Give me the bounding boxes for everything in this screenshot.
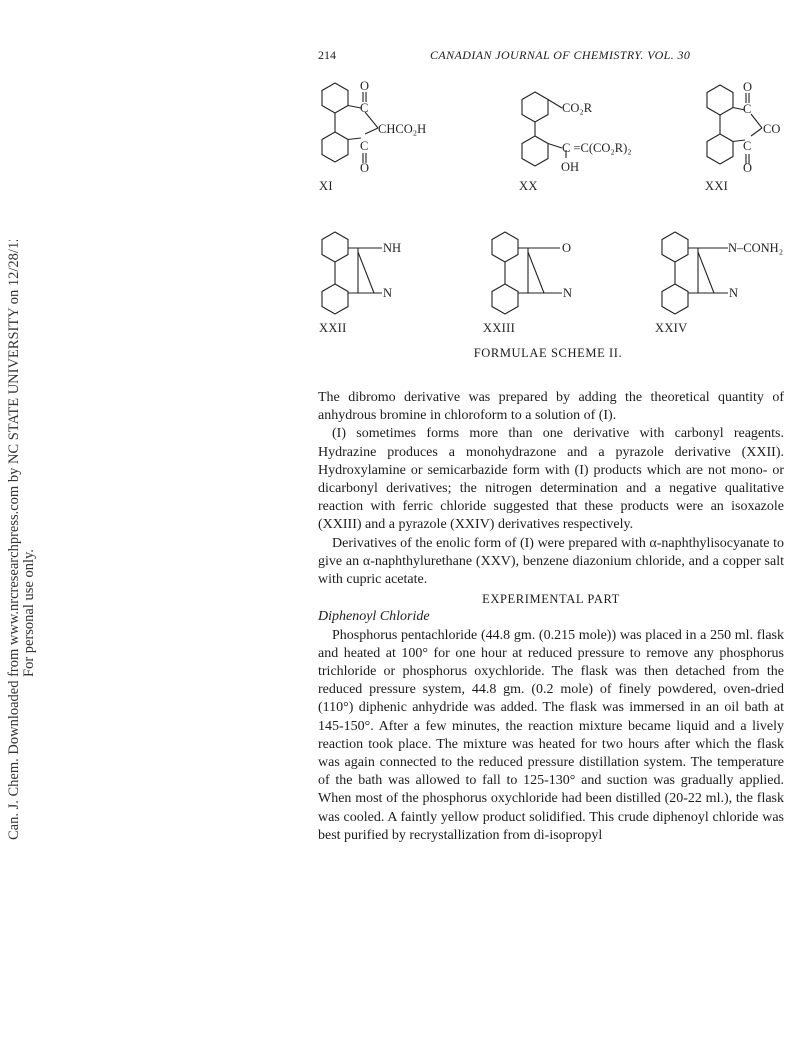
running-header	[318, 48, 778, 68]
download-notice-svg	[2, 240, 42, 840]
paragraph: The dibromo derivative was prepared by adding the theoretical quantity of anhydrous bromine in chloroform to a solution of (I).	[318, 390, 784, 424]
group-label: CHCO₂H	[378, 122, 427, 136]
group-label: O	[743, 161, 753, 175]
group-label: N–CONH₂	[728, 241, 784, 255]
group-label: C	[360, 101, 369, 115]
structure-xxiii	[483, 232, 572, 335]
ring-icon	[707, 134, 733, 164]
journal-title: CANADIAN JOURNAL OF CHEMISTRY. VOL. 30	[430, 48, 691, 62]
subsection-heading: Diphenoyl Chloride	[318, 609, 430, 625]
group-label: N	[383, 286, 393, 300]
ring-icon	[707, 85, 733, 115]
group-label: C =C(CO₂R)₂	[562, 141, 632, 155]
paragraph: (I) sometimes forms more than one derivative with carbonyl reagents. Hydrazine produces a monohydrazone and a pyrazole derivative (XXII). Hydroxylamine or semicarbazide form with (I) products which are not mono- or dicarbonyl derivatives; the nitrogen determination and a negative qualitative reaction with ferric chloride suggested that these products were an isoxazole (XXIII) and a pyrazole (XXIV) derivatives respectively.	[318, 426, 784, 533]
compound-label: XI	[319, 179, 333, 193]
group-label: OH	[561, 160, 580, 174]
paragraph: Derivatives of the enolic form of (I) were prepared with α-naphthylisocyanate to give an α-naphthylurethane (XXV), benzene diazonium chloride, and a copper salt with cupric acetate.	[318, 535, 784, 588]
structure-xxii	[319, 232, 401, 335]
compound-label: XX	[519, 179, 538, 193]
ring-icon	[322, 284, 348, 314]
structure-xi	[319, 79, 426, 193]
ring-icon	[492, 284, 518, 314]
download-notice-line-1: Can. J. Chem. Downloaded from www.nrcresearchpress.com by NC STATE UNIVERSITY on 12/28/12	[6, 240, 22, 840]
ring-icon	[492, 232, 518, 262]
scheme-caption: FORMULAE SCHEME II.	[473, 346, 623, 360]
compound-label: XXIV	[655, 321, 688, 335]
section-heading: EXPERIMENTAL PART	[482, 592, 620, 607]
ring-icon	[322, 83, 348, 113]
download-notice-line-2: For personal use only.	[21, 549, 37, 677]
download-notice	[2, 240, 42, 840]
formulae-scheme	[300, 70, 800, 370]
ring-icon	[322, 232, 348, 262]
group-label: CO	[763, 122, 781, 136]
compound-label: XXIII	[483, 321, 516, 335]
structure-xx	[519, 92, 632, 193]
ring-icon	[662, 284, 688, 314]
group-label: CO₂R	[562, 101, 593, 115]
group-label: C	[360, 139, 369, 153]
paragraph: Phosphorus pentachloride (44.8 gm. (0.215 mole)) was placed in a 250 ml. flask and heated at 100° for one hour at reduced pressure to remove any phosphorus trichloride or phosphorus oxychloride. The flask was then detached from the reduced pressure system, 44.8 gm. (0.2 mole) of finely powdered, oven-dried (110°) diphenic anhydride was added. The flask was immersed in an oil bath at 145-150°. After a few minutes, the reaction mixture became liquid and a lively reaction took place. The mixture was heated for two hours after which the flask was again connected to the reduced pressure distillation system. The temperature of the bath was allowed to fall to 125-130° and suction was gradually applied. When most of the phosphorus oxychloride had been distilled (20-22 ml.), the flask was cooled. A faintly yellow product solidified. This crude diphenoyl chloride was best purified by recrystallization from di-isopropyl	[318, 627, 784, 843]
article-body	[318, 389, 784, 845]
group-label: C	[743, 139, 752, 153]
ring-icon	[522, 136, 548, 166]
ring-icon	[662, 232, 688, 262]
compound-label: XXI	[705, 179, 729, 193]
group-label: O	[360, 161, 370, 175]
group-label: O	[562, 241, 572, 255]
group-label: O	[360, 79, 370, 93]
group-label: N	[563, 286, 573, 300]
structure-xxi	[705, 80, 780, 193]
ring-icon	[522, 92, 548, 122]
group-label: N	[729, 286, 739, 300]
group-label: O	[743, 80, 753, 94]
structure-xxiv	[655, 232, 783, 335]
group-label: C	[743, 102, 752, 116]
ring-icon	[322, 132, 348, 162]
compound-label: XXII	[319, 321, 347, 335]
page-number: 214	[318, 48, 336, 62]
group-label: NH	[383, 241, 402, 255]
